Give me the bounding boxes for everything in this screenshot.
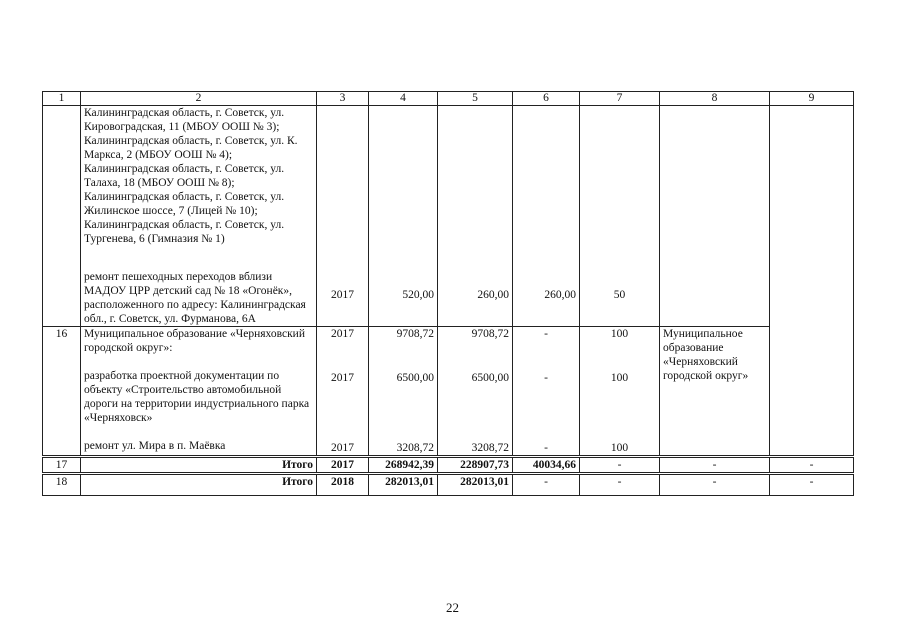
row16-sub1-c4: 6500,00 — [396, 372, 434, 384]
row16-sub2-text: ремонт ул. Мира в п. Маёвка — [84, 440, 226, 452]
row18-c7: - — [580, 474, 660, 496]
col-9-number: 9 — [770, 92, 854, 106]
row16-c5: 9708,72 — [471, 328, 509, 340]
addresses-text: Калининградская область, г. Советск, ул. Кировоградская, 11 (МБОУ ООШ № 3); Калининградская область, г. Советск, ул. К. Маркса, 2 (МБОУ ООШ № 4); Калининградская область, г. Советск, ул. Талаха, 18 (МБОУ ООШ № 8); Калининградская область, г. Советск, ул. Жилинское шоссе, 7 (Лицей № 10); Калининградская область, г. Советск, ул. Тургенева, 6 (Гимназия № 1) — [84, 107, 298, 245]
col-4-number: 4 — [369, 92, 438, 106]
row16-c8: Муниципальное образование «Черняховский городской округ» — [663, 328, 749, 382]
col-8-number: 8 — [660, 92, 770, 106]
crossing-c6: 260,00 — [544, 289, 576, 301]
row18-c4: 282013,01 — [369, 474, 438, 496]
continuation-c6-cell — [513, 106, 580, 327]
row18-c5: 282013,01 — [438, 474, 513, 496]
row18-c9: - — [770, 474, 854, 496]
col-5-number: 5 — [438, 92, 513, 106]
data-table — [42, 91, 854, 496]
row17-c8: - — [660, 457, 770, 474]
row16-year: 2017 — [331, 328, 354, 340]
col-2-number: 2 — [81, 92, 317, 106]
row16-sub2-c6: - — [544, 442, 548, 454]
row16-description-cell — [81, 327, 317, 457]
continuation-num-cell — [43, 106, 81, 327]
row17-year: 2017 — [317, 457, 369, 474]
row17-c7: - — [580, 457, 660, 474]
continuation-c7-cell — [580, 106, 660, 327]
row16-sub1-c6: - — [544, 372, 548, 384]
row16-sub1-text: разработка проектной документации по объекту «Строительство автомобильной дороги на территории индустриального парка «Черняховск» — [84, 370, 310, 424]
column-number-row — [43, 92, 854, 106]
row16-title: Муниципальное образование «Черняховский городской округ»: — [84, 328, 305, 354]
row17-c6: 40034,66 — [513, 457, 580, 474]
crossing-total: 520,00 — [402, 289, 434, 301]
row16-c6: - — [544, 328, 548, 340]
row16-c6-cell — [513, 327, 580, 457]
row16-sub2-year: 2017 — [331, 442, 354, 454]
row17-c5: 228907,73 — [438, 457, 513, 474]
row18-year: 2018 — [317, 474, 369, 496]
row16-sub2-c7: 100 — [610, 442, 629, 454]
continuation-c9-cell — [770, 106, 854, 457]
row-18-total — [43, 474, 854, 496]
row16-year-cell — [317, 327, 369, 457]
row16-c5-cell — [438, 327, 513, 457]
row16-c7-cell — [580, 327, 660, 457]
row-17-total — [43, 457, 854, 474]
row16-sub1-year: 2017 — [331, 372, 354, 384]
row18-c8: - — [660, 474, 770, 496]
row16-c4-cell — [369, 327, 438, 457]
row18-label: Итого — [81, 474, 317, 496]
crossing-c7: 50 — [613, 289, 626, 301]
row16-c8-cell — [660, 327, 770, 457]
continuation-description-cell — [81, 106, 317, 327]
row16-c7: 100 — [610, 328, 629, 340]
crossing-year: 2017 — [331, 289, 354, 301]
col-7-number: 7 — [580, 92, 660, 106]
continuation-c4-cell — [369, 106, 438, 327]
row16-sub1-c7: 100 — [610, 372, 629, 384]
row18-num: 18 — [43, 474, 81, 496]
continuation-c5-cell — [438, 106, 513, 327]
row16-sub1-c5: 6500,00 — [471, 372, 509, 384]
row16-c4: 9708,72 — [396, 328, 434, 340]
page-number: 22 — [446, 600, 459, 615]
row17-c9: - — [770, 457, 854, 474]
row17-label: Итого — [81, 457, 317, 474]
continuation-year-cell — [317, 106, 369, 327]
row16-sub2-c5: 3208,72 — [471, 442, 509, 454]
row-16 — [43, 327, 854, 457]
row16-num: 16 — [43, 327, 81, 457]
crossing-c5: 260,00 — [477, 289, 509, 301]
crossing-repair-text: ремонт пешеходных переходов вблизи МАДОУ ЦРР детский сад № 18 «Огонёк», расположенного по адресу: Калининградская обл., г. Советск, ул. Фурманова, 6А — [84, 271, 306, 325]
col-1-number: 1 — [43, 92, 81, 106]
col-3-number: 3 — [317, 92, 369, 106]
row18-c6: - — [513, 474, 580, 496]
row16-sub2-c4: 3208,72 — [396, 442, 434, 454]
row17-num: 17 — [43, 457, 81, 474]
col-6-number: 6 — [513, 92, 580, 106]
row17-c4: 268942,39 — [369, 457, 438, 474]
continuation-c8-cell — [660, 106, 770, 327]
continuation-row — [43, 106, 854, 327]
